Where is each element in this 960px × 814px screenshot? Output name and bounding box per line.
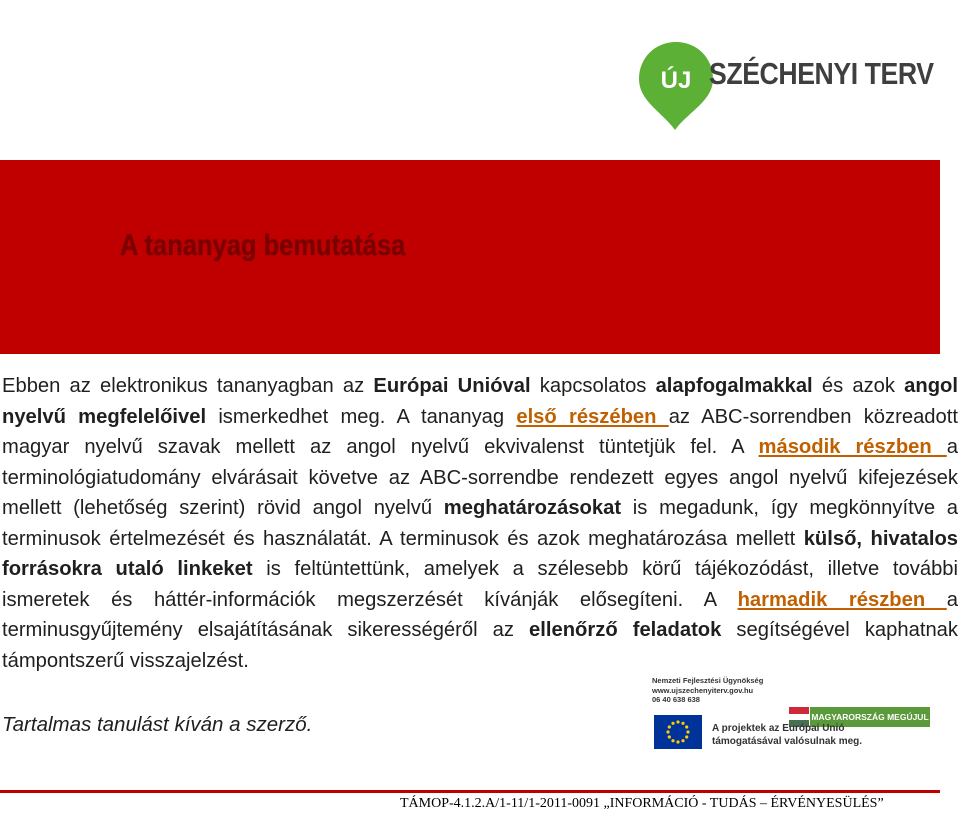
text-segment: Ebben az elektronikus tananyagban az — [2, 375, 374, 397]
text-segment: a terminológiatudomány elvárásait követve az ABC-sorrendbe rendezett egyes angol nyelvű kifejezések mellett (lehetőség szerint) rövid angol nyelvű — [2, 436, 958, 519]
first-part-link[interactable]: első részében — [516, 405, 669, 428]
page-title: A tananyag bemutatása — [120, 229, 406, 262]
logo-name: SZÉCHENYI TERV — [709, 56, 934, 91]
eu-flag-icon — [654, 715, 702, 749]
bold-term: alapfogalmakkal — [655, 375, 813, 397]
eu-text-line: A projektek az Európai Unió — [712, 723, 845, 734]
map-pin-logo-icon — [636, 40, 716, 132]
text-segment: ismerkedhet meg. A tananyag — [206, 405, 517, 428]
contact-website: www.ujszechenyiterv.gov.hu — [652, 685, 754, 695]
hungary-renews-banner: MAGYARORSZÁG MEGÚJUL — [810, 707, 930, 727]
footer-divider — [0, 790, 940, 793]
bold-term: külső, hivatalos forrásokra utaló linkeket — [2, 527, 958, 580]
agency-contact — [652, 676, 772, 705]
bold-term: ellenőrző feladatok — [529, 619, 722, 641]
logo-pin-text: ÚJ — [660, 67, 692, 94]
bold-term: Európai Unióval — [373, 375, 531, 397]
project-code: TÁMOP-4.1.2.A/1-11/1-2011-0091 „INFORMÁCIÓ - TUDÁS – ÉRVÉNYESÜLÉS” — [400, 796, 884, 811]
author-signature: Tartalmas tanulást kíván a szerző. — [2, 713, 313, 736]
logo-area — [0, 0, 960, 160]
eu-support-text — [712, 722, 862, 748]
text-segment: segítségével kaphatnak támpontszerű visszajelzést. — [2, 619, 958, 672]
bold-term: angol nyelvű megfelelőivel — [2, 375, 959, 428]
second-part-link[interactable]: második részben — [758, 436, 947, 458]
contact-agency: Nemzeti Fejlesztési Ügynökség — [652, 676, 764, 685]
text-segment: kapcsolatos — [530, 375, 656, 397]
text-segment: is megadunk, így megkönnyítve a terminusok értelmezését és használatát. A terminusok és azok meghatározása mellett — [2, 497, 959, 550]
bold-term: meghatározásokat — [443, 497, 622, 519]
text-segment: a terminusgyűjtemény elsajátításának sikerességéről az — [2, 588, 958, 641]
text-segment: és azok — [812, 375, 905, 397]
third-part-link[interactable]: harmadik részben — [737, 588, 947, 611]
intro-paragraph — [2, 371, 958, 676]
contact-phone: 06 40 638 638 — [652, 695, 700, 704]
eu-text-line: támogatásával valósulnak meg. — [712, 736, 863, 747]
text-segment: is feltüntettünk, amelyek a szélesebb körű tájékozódást, illetve további ismeretek és háttér-információk megszerzését kívánják elősegíteni. A — [2, 558, 959, 611]
text-segment: az ABC-sorrendben közreadott magyar nyelvű szavak mellett az angol nyelvű ekvivalenst tüntetjük fel. A — [2, 405, 958, 458]
